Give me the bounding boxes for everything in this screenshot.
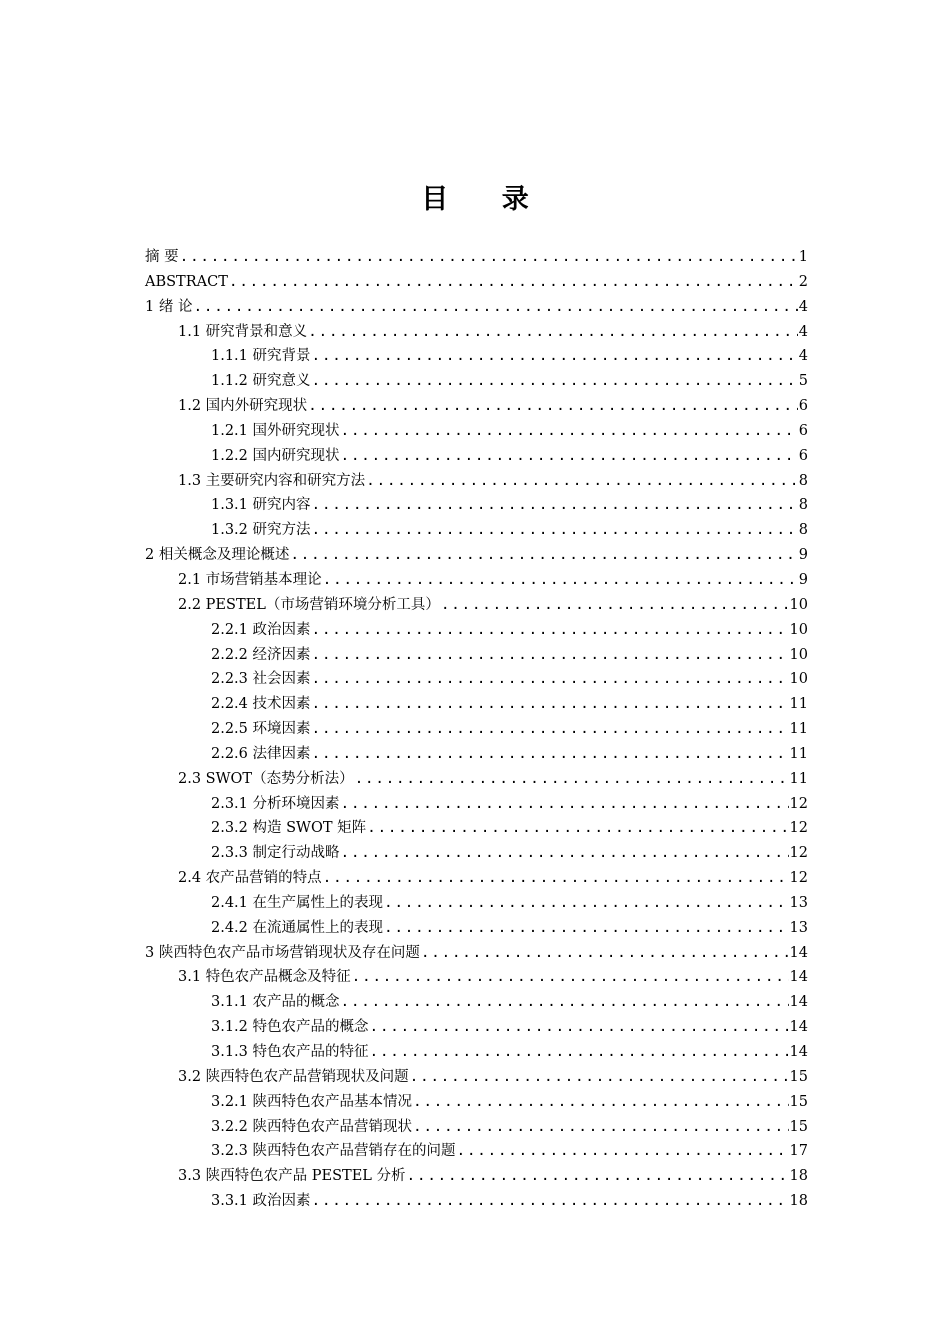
toc-entry-label: 3.1.2 特色农产品的概念 [211, 1019, 369, 1036]
toc-entry[interactable] [145, 692, 808, 717]
toc-entry-label: 2.2.6 法律因素 [211, 745, 311, 762]
dot-leader [367, 816, 788, 841]
toc-entry[interactable] [145, 1164, 808, 1189]
toc-entry-page-number: 4 [798, 323, 808, 340]
toc-entry-page-number: 10 [789, 646, 808, 663]
dot-leader [312, 643, 789, 668]
toc-entry-label: 2.2.4 技术因素 [211, 696, 311, 713]
toc-entry-page-number: 6 [798, 447, 808, 464]
toc-entry-label: 2.2.1 政治因素 [211, 621, 311, 638]
toc-entry-page-number: 15 [789, 1093, 808, 1110]
toc-entry[interactable] [145, 866, 808, 891]
toc-entry-label: 2.1 市场营销基本理论 [178, 571, 322, 588]
toc-entry-label: 3.1.3 特色农产品的特征 [211, 1044, 369, 1060]
toc-entry[interactable] [145, 667, 808, 692]
toc-entry-label: 3.3.1 政治因素 [211, 1193, 311, 1210]
toc-entry-label: 1.2 国内外研究现状 [178, 398, 308, 415]
toc-entry[interactable] [145, 1090, 808, 1115]
toc-entry[interactable] [145, 1115, 808, 1140]
dot-leader [312, 667, 789, 692]
dot-leader [413, 1090, 789, 1115]
toc-entry-page-number: 9 [798, 547, 808, 564]
toc-entry-label: 3.3 陕西特色农产品 PESTEL 分析 [178, 1168, 406, 1185]
toc-entry-page-number: 10 [789, 621, 808, 638]
toc-entry-page-number: 12 [789, 870, 808, 887]
dot-leader [370, 1015, 789, 1040]
toc-entry-label: 3 陕西特色农产品市场营销现状及存在问题 [145, 944, 420, 961]
toc-entry[interactable] [145, 1139, 808, 1164]
dot-leader [312, 618, 789, 643]
dot-leader [229, 270, 798, 295]
toc-entry[interactable] [145, 245, 808, 270]
dot-leader [312, 742, 789, 767]
toc-entry-label: 2.2.5 环境因素 [211, 721, 311, 738]
toc-entry-page-number: 14 [789, 1019, 808, 1036]
dot-leader [407, 1164, 789, 1189]
toc-entry-page-number: 11 [789, 745, 808, 762]
toc-entry[interactable] [145, 792, 808, 817]
toc-entry[interactable] [145, 965, 808, 990]
toc-entry-label: 1 绪 论 [145, 298, 193, 315]
toc-entry[interactable] [145, 344, 808, 369]
toc-entry[interactable] [145, 394, 808, 419]
toc-entry-page-number: 8 [798, 497, 808, 514]
toc-entry-page-number: 14 [789, 994, 808, 1011]
toc-entry[interactable] [145, 767, 808, 792]
toc-entry[interactable] [145, 1040, 808, 1065]
toc-entry-page-number: 5 [798, 373, 808, 390]
toc-entry-page-number: 9 [798, 571, 808, 588]
dot-leader [352, 965, 789, 990]
toc-entry-page-number: 6 [798, 422, 808, 439]
toc-entry-page-number: 4 [798, 298, 808, 315]
toc-entry[interactable] [145, 568, 808, 593]
toc-entry-label: 1.1 研究背景和意义 [178, 323, 308, 340]
dot-leader [370, 1040, 789, 1065]
toc-entry-page-number: 10 [789, 671, 808, 688]
dot-leader [421, 941, 789, 966]
dot-leader [384, 891, 789, 916]
toc-entry-page-number: 14 [789, 944, 808, 961]
toc-entry[interactable] [145, 618, 808, 643]
dot-leader [312, 1189, 789, 1214]
toc-entry-label: 1.1.2 研究意义 [211, 373, 311, 390]
toc-entry-page-number: 4 [798, 348, 808, 365]
toc-entry-label: 1.1.1 研究背景 [211, 348, 311, 365]
dot-leader [457, 1139, 789, 1164]
toc-entry-page-number: 1 [798, 249, 808, 265]
toc-entry[interactable] [145, 643, 808, 668]
toc-entry-page-number: 12 [789, 820, 808, 837]
toc-entry-page-number: 6 [798, 398, 808, 415]
dot-leader [341, 792, 789, 817]
dot-leader [441, 593, 789, 618]
dot-leader [180, 245, 798, 270]
dot-leader [308, 394, 798, 419]
toc-entry-label: 1.3 主要研究内容和研究方法 [178, 472, 366, 489]
toc-entry[interactable] [145, 295, 808, 320]
toc-entry-page-number: 11 [789, 721, 808, 738]
toc-entry[interactable] [145, 419, 808, 444]
toc-entry-label: 2 相关概念及理论概述 [145, 547, 290, 564]
dot-leader [308, 320, 798, 345]
toc-entry[interactable] [145, 270, 808, 295]
toc-entry-label: ABSTRACT [145, 273, 228, 290]
toc-entry[interactable] [145, 1065, 808, 1090]
dot-leader [312, 717, 789, 742]
toc-entry-label: 2.2 PESTEL（市场营销环境分析工具） [178, 596, 440, 613]
dot-leader [341, 841, 789, 866]
toc-entry-label: 3.2.3 陕西特色农产品营销存在的问题 [211, 1143, 456, 1160]
toc-entry-page-number: 11 [789, 696, 808, 713]
toc-entry-page-number: 2 [798, 273, 808, 290]
toc-entry[interactable] [145, 816, 808, 841]
toc-entry[interactable] [145, 320, 808, 345]
dot-leader [323, 866, 789, 891]
toc-entry-page-number: 14 [789, 1044, 808, 1060]
toc-entry[interactable] [145, 916, 808, 941]
toc-entry-label: 2.3.3 制定行动战略 [211, 845, 340, 862]
dot-leader [312, 369, 798, 394]
toc-entry[interactable] [145, 1189, 808, 1214]
toc-entry-label: 摘 要 [145, 249, 179, 265]
dot-leader [341, 444, 798, 469]
toc-entry-label: 3.1.1 农产品的概念 [211, 994, 340, 1011]
toc-entry-page-number: 18 [789, 1168, 808, 1185]
toc-entry[interactable] [145, 543, 808, 568]
toc-entry-page-number: 15 [789, 1068, 808, 1085]
toc-entry-label: 2.4.1 在生产属性上的表现 [211, 894, 384, 911]
toc-entry-page-number: 12 [789, 795, 808, 812]
toc-entry[interactable] [145, 1015, 808, 1040]
dot-leader [410, 1065, 789, 1090]
toc-entry[interactable] [145, 444, 808, 469]
toc-entry-page-number: 13 [789, 919, 808, 936]
toc-entry-label: 1.3.2 研究方法 [211, 522, 311, 539]
dot-leader [355, 767, 789, 792]
toc-entry-label: 2.4.2 在流通属性上的表现 [211, 919, 384, 936]
toc-entry-label: 2.3 SWOT（态势分析法） [178, 770, 354, 787]
toc-entry-label: 2.2.2 经济因素 [211, 646, 311, 663]
dot-leader [384, 916, 789, 941]
toc-entry-label: 1.3.1 研究内容 [211, 497, 311, 514]
toc-entry-label: 1.2.1 国外研究现状 [211, 422, 340, 439]
toc-entry[interactable] [145, 369, 808, 394]
toc-entry-page-number: 8 [798, 472, 808, 489]
toc-entry-label: 3.2.2 陕西特色农产品营销现状 [211, 1118, 413, 1135]
dot-leader [312, 344, 798, 369]
toc-entry[interactable] [145, 518, 808, 543]
toc-entry[interactable] [145, 891, 808, 916]
toc-entry-page-number: 11 [789, 770, 808, 787]
toc-entry-label: 2.3.2 构造 SWOT 矩阵 [211, 820, 367, 837]
toc-entry-label: 1.2.2 国内研究现状 [211, 447, 340, 464]
toc-entry-label: 2.2.3 社会因素 [211, 671, 311, 688]
toc-entry[interactable] [145, 841, 808, 866]
toc-entry-page-number: 10 [789, 596, 808, 613]
toc-entry[interactable] [145, 941, 808, 966]
toc-entry-page-number: 14 [789, 969, 808, 986]
dot-leader [341, 990, 789, 1015]
dot-leader [366, 469, 798, 494]
dot-leader [312, 692, 789, 717]
toc-entry-label: 3.2 陕西特色农产品营销现状及问题 [178, 1068, 409, 1085]
dot-leader [312, 493, 798, 518]
toc-entry-page-number: 18 [789, 1193, 808, 1210]
toc-list [145, 245, 808, 1214]
toc-entry-page-number: 15 [789, 1118, 808, 1135]
toc-entry[interactable] [145, 742, 808, 767]
dot-leader [341, 419, 798, 444]
toc-title: 目 录 [421, 184, 551, 215]
dot-leader [193, 295, 797, 320]
toc-entry[interactable] [145, 469, 808, 494]
toc-entry-label: 2.4 农产品营销的特点 [178, 870, 322, 887]
dot-leader [290, 543, 797, 568]
toc-entry-label: 3.2.1 陕西特色农产品基本情况 [211, 1093, 413, 1110]
toc-entry-page-number: 12 [789, 845, 808, 862]
toc-entry-label: 2.3.1 分析环境因素 [211, 795, 340, 812]
toc-entry[interactable] [145, 493, 808, 518]
toc-entry-page-number: 13 [789, 894, 808, 911]
dot-leader [413, 1115, 789, 1140]
toc-entry-label: 3.1 特色农产品概念及特征 [178, 969, 351, 986]
dot-leader [312, 518, 798, 543]
toc-entry-page-number: 8 [798, 522, 808, 539]
toc-entry[interactable] [145, 990, 808, 1015]
toc-entry-page-number: 17 [789, 1143, 808, 1160]
toc-entry[interactable] [145, 717, 808, 742]
toc-entry[interactable] [145, 593, 808, 618]
dot-leader [323, 568, 798, 593]
